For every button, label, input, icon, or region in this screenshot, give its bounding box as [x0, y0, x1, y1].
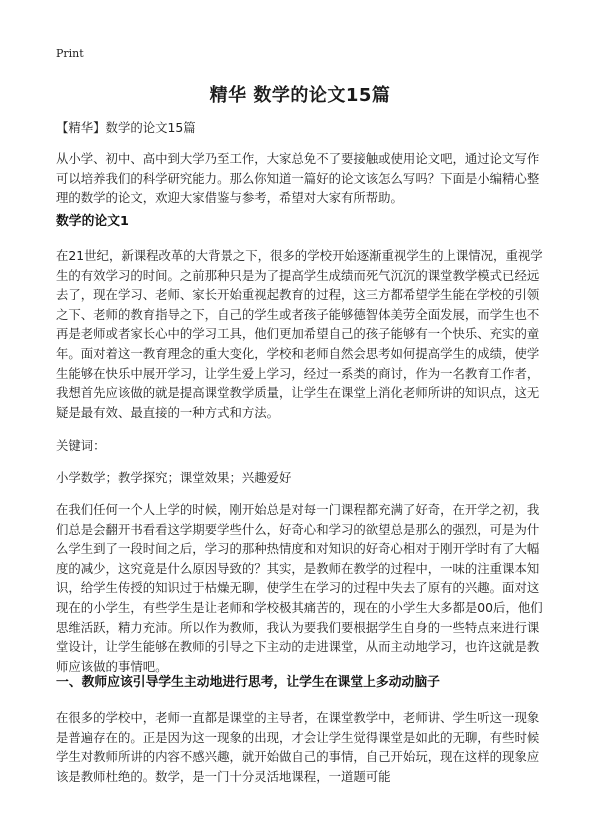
intro-paragraph: 从小学、初中、高中到大学乃至工作，大家总免不了要接触或使用论文吧，通过论文写作可以培养我们的科学研究能力。那么你知道一篇好的论文该怎么写吗？下面是小编精心整理的数学的论文，欢迎大家借鉴与参考，希望对大家有所帮助。	[56, 151, 540, 206]
keywords-list: 小学数学；教学探究；课堂效果；兴趣爱好	[56, 470, 292, 485]
body-paragraph-2: 在我们任何一个人上学的时候，刚开始总是对每一门课程都充满了好奇，在开学之初，我们总是会翻开书看看这学期要学些什么，好奇心和学习的欲望总是那么的强烈，可是为什么学生到了一段时间之后，学习的那种热情度和对知识的好奇心相对于刚开学时有了大幅度的减少，这究竟是什么原因导致的？其实，是教师在教学的过程中，一味的注重课本知识，给学生传授的知识过于枯燥无聊，使学生在学习的过程中失去了原有的兴趣。面对这现在的小学生，有些学生是让老师和学校极其痛苦的，现在的小学生大多都是00后，他们思维活跃，精力充沛。所以作为教师，我认为要我们要根据学生自身的一些特点来进行课堂设计，让学生能够在教师的引导之下主动的走进课堂，从而主动地学习，也许这就是教师应该做的事情吧。	[56, 502, 543, 674]
section-heading-1: 数学的论文1	[56, 214, 129, 229]
keywords-label: 关键词：	[56, 438, 106, 453]
print-link[interactable]: Print	[56, 47, 84, 60]
body-paragraph-3: 在很多的学校中，老师一直都是课堂的主导者，在课堂教学中，老师讲、学生听这一现象是普遍存在的。正是因为这一现象的出现，才会让学生觉得课堂是如此的无聊，有些时候学生对教师所讲的内容不感兴趣，就开始做自己的事情，自己开始玩，现在这样的现象应该是教师杜绝的。数学，是一门十分灵活地课程，一道题可能	[56, 710, 540, 784]
page-title: 精华 数学的论文15篇	[209, 85, 391, 106]
document-subtitle: 【精华】数学的论文15篇	[56, 120, 196, 135]
section-heading-2: 一、教师应该引导学生主动地进行思考，让学生在课堂上多动动脑子	[56, 675, 440, 690]
body-paragraph-1: 在21世纪，新课程改革的大背景之下，很多的学校开始逐渐重视学生的上课情况，重视学生的有效学习的时间。之前那种只是为了提高学生成绩而死气沉沉的课堂教学模式已经远去了，现在学习、老师、家长开始重视起教育的过程，这三方都希望学生能在学校的引领之下、老师的教育指导之下，自己的学生或者孩子能够德智体美劳全面发展，而学生也不再是老师或者家长心中的学习工具，他们更加希望自己的孩子能够有一个快乐、充实的童年。面对着这一教育理念的重大变化，学校和老师自然会思考如何提高学生的成绩，使学生能够在快乐中展开学习，让学生爱上学习，经过一系类的商讨，作为一名教育工作者，我想首先应该做的就是提高课堂教学质量，让学生在课堂上消化老师所讲的知识点，这无疑是最有效、最直接的一种方式和方法。	[56, 248, 543, 420]
